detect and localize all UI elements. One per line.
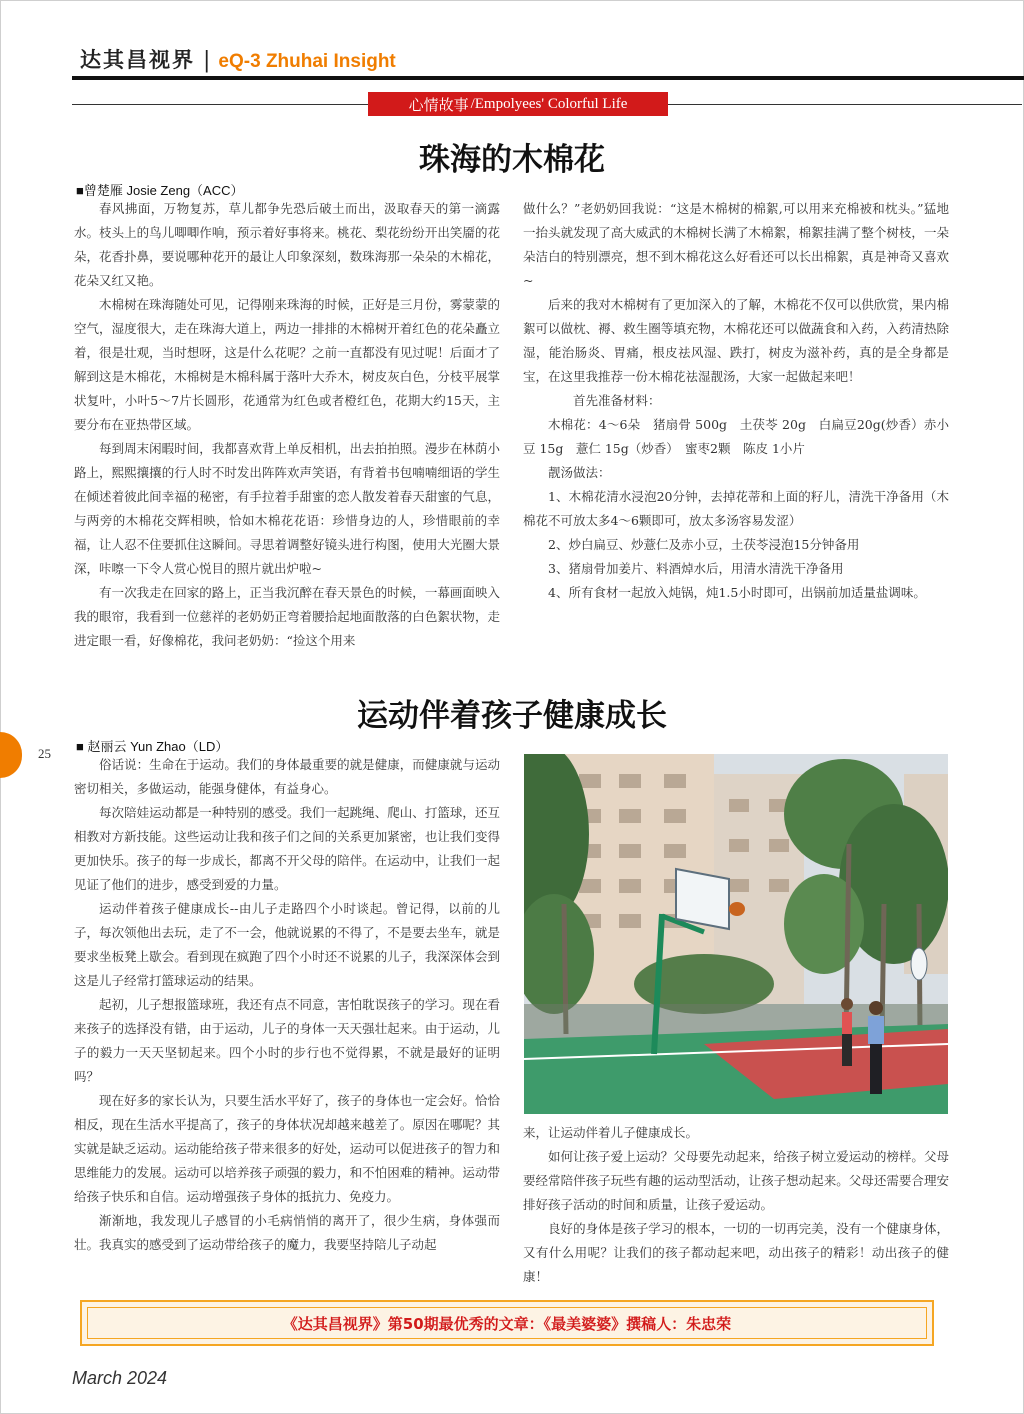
- paragraph: 木棉树在珠海随处可见，记得刚来珠海的时候，正好是三月份，雾蒙蒙的空气，湿度很大，走在珠海大道上，两边一排排的木棉树开着红色的花朵矗立着，很是壮观，当时想呀，这是什么花呢？之前一直都没有见过呢！后面才了解到这是木棉花，木棉树是木棉科属于落叶大乔木，树皮灰白色，分枝平展掌状复叶，小叶5～7片长圆形，花通常为红色或者橙红色，花期大约15天，主要分布在亚热带区域。: [74, 297, 500, 432]
- article-title-kapok: 珠海的木棉花: [419, 142, 605, 178]
- recipe-heading: 首先准备材料：: [573, 393, 661, 408]
- section-tag: [368, 92, 668, 116]
- article-sports-column-right: [523, 1121, 949, 1289]
- article-kapok-column-left: [74, 197, 500, 653]
- recipe-step: 2、炒白扁豆、炒薏仁及赤小豆，土茯苓浸泡15分钟备用: [548, 537, 860, 552]
- paragraph: 渐渐地，我发现儿子感冒的小毛病悄悄的离开了，很少生病，身体强而壮。我真实的感受到了运动带给孩子的魔力，我要坚持陪儿子动起: [74, 1213, 500, 1252]
- article-sports-column-left: [74, 753, 500, 1257]
- paragraph: 俗话说：生命在于运动。我们的身体最重要的就是健康，而健康就与运动密切相关，多做运动，能强身健体，有益身心。: [74, 757, 500, 796]
- paragraph: 有一次我走在回家的路上，正当我沉醉在春天景色的时候，一幕画面映入我的眼帘，我看到一位慈祥的老奶奶正弯着腰拾起地面散落的白色絮状物，走进定眼一看，好像棉花，我问老奶奶：“捡这个用来: [74, 585, 500, 648]
- paragraph: 春风拂面，万物复苏，草儿都争先恐后破土而出，汲取春天的第一滴露水。枝头上的鸟儿唧唧作响，预示着好事将来。桃花、梨花纷纷开出笑靥的花朵，花香扑鼻，要说哪种花开的最让人印象深刻，数珠海那一朵朵的木棉花，花朵又红又艳。: [74, 201, 500, 288]
- paragraph: 每到周末闲暇时间，我都喜欢背上单反相机，出去拍拍照。漫步在林荫小路上，熙熙攘攘的行人时不时发出阵阵欢声笑语，有背着书包喃喃细语的学生在倾述着彼此间幸福的秘密，有手拉着手甜蜜的恋人散发着春天甜蜜的气息，与两旁的木棉花交辉相映，恰如木棉花花语：珍惜身边的人，珍惜眼前的幸福，让人忍不住要抓住这瞬间。寻思着调整好镜头进行构图，使用大光圈大景深，咔嚓一下令人赏心悦目的照片就出炉啦~: [74, 441, 500, 576]
- paragraph: 良好的身体是孩子学习的根本，一切的一切再完美，没有一个健康身体，又有什么用呢？让我们的孩子都动起来吧，动出孩子的精彩！动出孩子的健康！: [523, 1221, 949, 1284]
- paragraph: 现在好多的家长认为，只要生活水平好了，孩子的身体也一定会好。恰恰相反，现在生活水平提高了，孩子的身体状况却越来越差了。原因在哪呢？其实就是缺乏运动。运动能给孩子带来很多的好处，运动可以促进孩子的智力和思维能力的发展。运动可以培养孩子顽强的毅力，和不怕困难的精神。运动带给孩子快乐和自信。运动增强孩子身体的抵抗力、免疫力。: [74, 1093, 500, 1204]
- issue-date: March 2024: [72, 1368, 168, 1388]
- article-title-sports: 运动伴着孩子健康成长: [357, 698, 667, 734]
- header-rule: [72, 76, 1024, 80]
- recipe-step: 4、所有食材一起放入炖锅，炖1.5小时即可，出锅前加适量盐调味。: [548, 585, 926, 600]
- recipe-step: 1、木棉花清水浸泡20分钟，去掉花蒂和上面的籽儿，清洗干净备用（木棉花不可放太多4～6颗即可，放太多汤容易发涩）: [523, 489, 949, 528]
- section-label-cn: 心情故事: [408, 95, 469, 114]
- magazine-title-en: eQ-3 Zhuhai Insight: [218, 51, 396, 72]
- paragraph: 来，让运动伴着儿子健康成长。: [523, 1125, 699, 1140]
- magazine-title-cn: 达其昌视界: [80, 47, 195, 72]
- paragraph: 后来的我对木棉树有了更加深入的了解，木棉花不仅可以供欣赏，果内棉絮可以做枕、褥、救生圈等填充物，木棉花还可以做蔬食和入药，入药清热除湿，能治肠炎、胃痛，根皮祛风湿、跌打，树皮为滋补药，真的是全身都是宝，在这里我推荐一份木棉花祛湿靓汤，大家一起做起来吧！: [523, 297, 949, 384]
- paragraph: 起初，儿子想报篮球班，我还有点不同意，害怕耽误孩子的学习。现在看来孩子的选择没有错，由于运动，儿子的身体一天天强壮起来。由于运动，儿子的毅力一天天坚韧起来。四个小时的步行也不觉得累，不就是最好的证明吗？: [74, 997, 500, 1084]
- basketball-court-photo: [524, 754, 948, 1114]
- article-byline-sports: ■ 赵丽云 Yun Zhao（LD）: [76, 739, 229, 754]
- paragraph: 运动伴着孩子健康成长--由儿子走路四个小时谈起。曾记得，以前的儿子，每次领他出去玩，走了不一会，他就说累的不得了，不是要去坐车，就是要求坐板凳上歇会。看到现在疯跑了四个小时还不说累的儿子，我深深体会到这是儿子经常打篮球运动的结果。: [74, 901, 500, 988]
- paragraph: 如何让孩子爱上运动？父母要先动起来，给孩子树立爱运动的榜样。父母要经常陪伴孩子玩些有趣的运动型活动，让孩子想动起来。父母还需要合理安排好孩子活动的时间和质量，让孩子爱运动。: [523, 1149, 949, 1212]
- best-article-banner: [80, 1300, 934, 1346]
- magazine-header: [80, 44, 396, 74]
- best-article-text: 《达其昌视界》第50期最优秀的文章：《最美婆婆》撰稿人：朱忠荣: [282, 1314, 732, 1333]
- paragraph: 每次陪娃运动都是一种特别的感受。我们一起跳绳、爬山、打篮球，还互相教对方新技能。这些运动让我和孩子们之间的关系更加紧密，也让我们变得更加快乐。孩子的每一步成长，都离不开父母的陪伴。在运动中，让我们一起见证了他们的进步，感受到爱的力量。: [74, 805, 500, 892]
- section-label-en: /Empolyees' Colorful Life: [470, 95, 628, 112]
- article-kapok-column-right: [523, 197, 949, 605]
- header-separator: |: [203, 48, 211, 73]
- recipe-step: 3、猪扇骨加姜片、料酒焯水后，用清水清洗干净备用: [548, 561, 844, 576]
- page-number: 25: [38, 746, 51, 761]
- recipe-method-heading: 靓汤做法：: [548, 465, 611, 480]
- article-byline-kapok: ■曾楚雁 Josie Zeng（ACC）: [76, 183, 244, 198]
- paragraph: 做什么？”老奶奶回我说：“这是木棉树的棉絮,可以用来充棉被和枕头。”猛地一抬头就发现了高大威武的木棉树长满了木棉絮，棉絮挂满了整个树枝，一朵朵洁白的特别漂亮，想不到木棉花这么好看还可以长出棉絮，真是神奇又喜欢~: [523, 201, 949, 288]
- recipe-ingredients: 木棉花：4～6朵 猪扇骨 500g 土茯苓 20g 白扁豆20g(炒香）赤小豆 15g 薏仁 15g（炒香） 蜜枣2颗 陈皮 1小片: [523, 417, 949, 456]
